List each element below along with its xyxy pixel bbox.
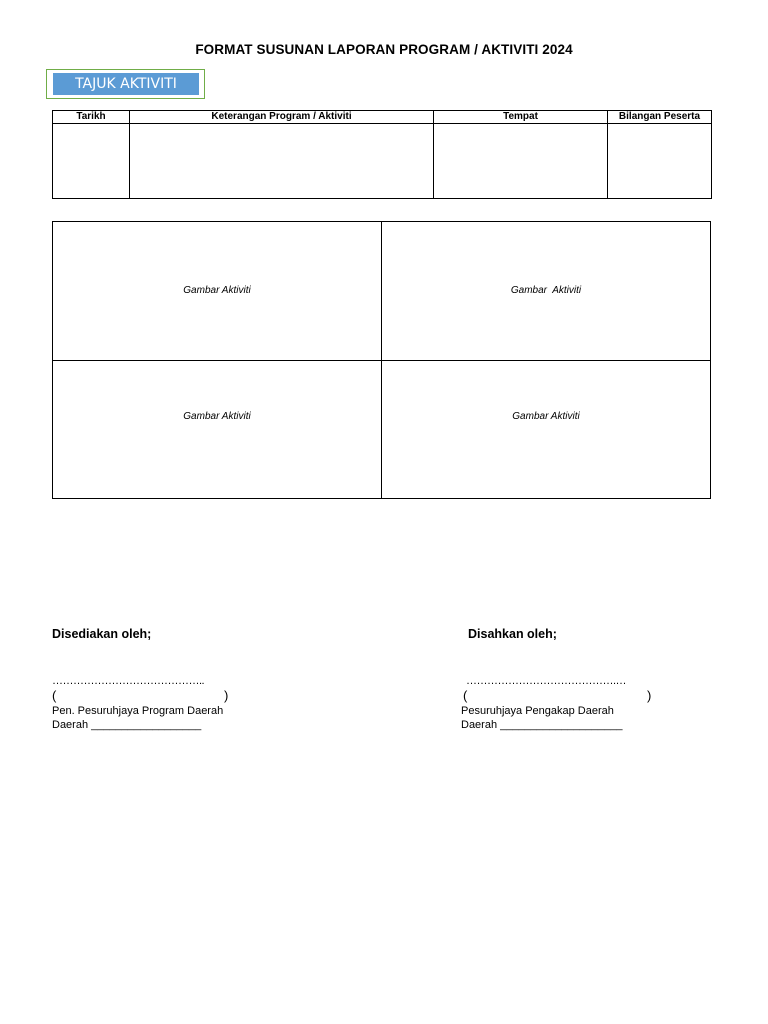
document-title: FORMAT SUSUNAN LAPORAN PROGRAM / AKTIVITI 2024 <box>195 42 573 57</box>
cell-keterangan[interactable] <box>130 124 434 199</box>
name-paren-close: ) <box>224 688 229 703</box>
cell-bilangan-peserta[interactable] <box>608 124 712 199</box>
tajuk-aktiviti-box <box>46 69 205 99</box>
column-header-tempat: Tempat <box>434 111 608 124</box>
approved-by-heading: Disahkan oleh; <box>468 627 557 641</box>
activity-photo-grid <box>52 221 711 499</box>
photo-slot-3[interactable] <box>53 361 382 498</box>
photo-slot-2[interactable] <box>382 222 710 361</box>
column-header-keterangan: Keterangan Program / Aktiviti <box>130 111 434 124</box>
activity-info-table <box>52 110 712 199</box>
photo-slot-label: Gambar Aktiviti <box>183 411 251 422</box>
photo-slot-4[interactable] <box>382 361 710 498</box>
signature-dotted-line[interactable]: …………………………………….. <box>52 675 205 687</box>
prepared-by-role: Pen. Pesuruhjaya Program Daerah <box>52 705 224 717</box>
signature-dotted-line[interactable]: …………………………………….… <box>466 675 627 687</box>
tajuk-aktiviti-label: TAJUK AKTIVITI <box>53 73 199 95</box>
photo-slot-label: Gambar Aktiviti <box>510 285 582 296</box>
photo-slot-label: Gambar Aktiviti <box>183 285 251 296</box>
column-header-bilangan-peserta: Bilangan Peserta <box>608 111 712 124</box>
name-paren-open: ( <box>52 688 57 703</box>
approved-by-area: Daerah ____________________ <box>461 719 623 731</box>
column-header-tarikh: Tarikh <box>53 111 130 124</box>
photo-slot-1[interactable] <box>53 222 382 361</box>
prepared-by-heading: Disediakan oleh; <box>52 627 152 641</box>
prepared-by-area: Daerah __________________ <box>52 719 202 731</box>
cell-tempat[interactable] <box>434 124 608 199</box>
approved-by-role: Pesuruhjaya Pengakap Daerah <box>461 705 614 717</box>
name-paren-open: ( <box>463 688 468 703</box>
table-row <box>53 124 712 199</box>
cell-tarikh[interactable] <box>53 124 130 199</box>
name-paren-close: ) <box>647 688 652 703</box>
table-header-row <box>53 111 712 124</box>
photo-slot-label: Gambar Aktiviti <box>512 411 580 422</box>
